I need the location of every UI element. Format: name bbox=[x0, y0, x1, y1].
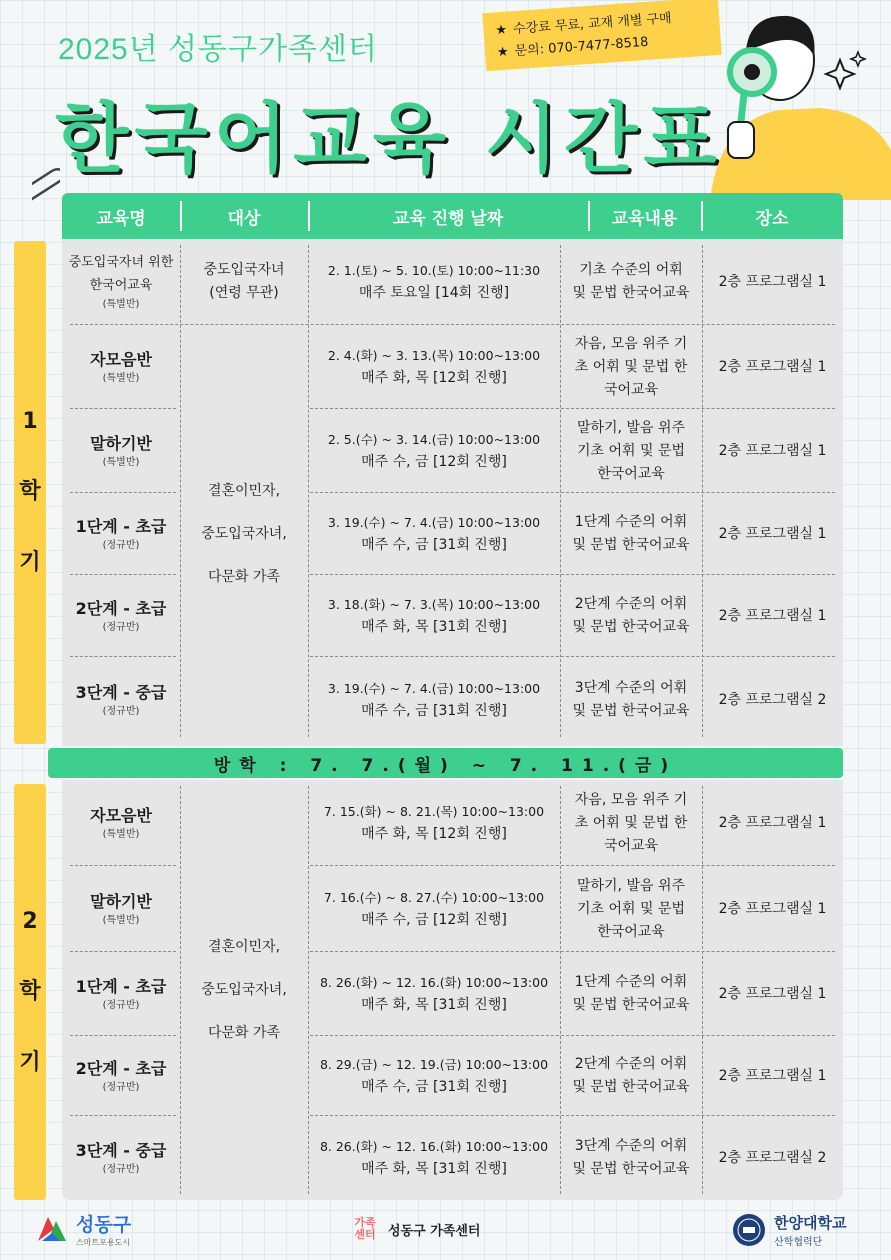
date-range: 2. 4.(화) ~ 3. 13.(목) 10:00~13:00 bbox=[327, 348, 541, 363]
course-name-cell bbox=[62, 409, 180, 493]
family-center-name: 성동구 가족센터 bbox=[388, 1223, 481, 1239]
course-name-cell bbox=[62, 780, 180, 866]
course-tag: (정규반) bbox=[102, 705, 140, 717]
hanyang-logo bbox=[732, 1212, 846, 1248]
contact-note: 문의: 070-7477-8518 bbox=[514, 34, 649, 60]
place-text: 2층 프로그램실 1 bbox=[718, 358, 827, 375]
content-text: 2단계 수준의 어휘 및 문법 한국어교육 bbox=[572, 596, 690, 635]
content-cell bbox=[560, 1116, 702, 1200]
frequency: 매주 수, 금 [31회 진행] bbox=[361, 703, 507, 719]
course-tag: (특별반) bbox=[102, 299, 140, 310]
seongdong-emblem-icon bbox=[34, 1211, 70, 1247]
center-subtitle: 2025년 성동구가족센터 bbox=[58, 33, 378, 66]
course-name-cell bbox=[62, 1036, 180, 1116]
target-line: 결혼이민자, bbox=[207, 938, 281, 955]
semester-char: 학 bbox=[19, 479, 41, 504]
character-with-magnifier-illustration bbox=[700, 0, 891, 200]
header-date: 교육 진행 날짜 bbox=[308, 193, 588, 239]
content-text: 2단계 수준의 어휘 및 문법 한국어교육 bbox=[572, 1056, 690, 1095]
course-name: 말하기반 bbox=[90, 433, 152, 453]
page-title: 한국어교육 시간표 bbox=[55, 94, 723, 183]
place-cell bbox=[702, 493, 843, 575]
content-text: 말하기, 발음 위주 기초 어휘 및 문법 한국어교육 bbox=[576, 419, 686, 482]
course-tag: (특별반) bbox=[102, 828, 140, 840]
course-name-cell bbox=[62, 239, 180, 325]
content-text: 3단계 수준의 어휘 및 문법 한국어교육 bbox=[572, 680, 690, 719]
course-name: 1단계 - 초급 bbox=[75, 976, 167, 996]
merged-target-cell bbox=[180, 325, 308, 743]
date-range: 7. 15.(화) ~ 8. 21.(목) 10:00~13:00 bbox=[323, 804, 545, 819]
course-name-cell bbox=[62, 1116, 180, 1200]
seongdong-logo bbox=[34, 1210, 131, 1248]
content-cell bbox=[560, 239, 702, 325]
course-name: 2단계 - 초급 bbox=[75, 1058, 167, 1078]
place-text: 2층 프로그램실 1 bbox=[718, 273, 827, 290]
date-range: 3. 18.(화) ~ 7. 3.(목) 10:00~13:00 bbox=[327, 597, 541, 612]
content-cell bbox=[560, 493, 702, 575]
date-range: 2. 1.(토) ~ 5. 10.(토) 10:00~11:30 bbox=[327, 263, 541, 278]
vacation-bar: 방학 : 7. 7.(월) ~ 7. 11.(금) bbox=[48, 748, 843, 778]
paperclip-icon bbox=[32, 163, 60, 213]
column-divider bbox=[702, 786, 703, 1194]
course-name-cell bbox=[62, 657, 180, 743]
content-cell bbox=[560, 1036, 702, 1116]
course-name-cell bbox=[62, 325, 180, 409]
column-divider bbox=[560, 786, 561, 1194]
star-icon: ★ bbox=[496, 44, 510, 61]
frequency: 매주 토요일 [14회 진행] bbox=[358, 285, 510, 301]
content-text: 1단계 수준의 어휘 및 문법 한국어교육 bbox=[572, 514, 690, 553]
content-cell bbox=[560, 866, 702, 952]
header-place: 장소 bbox=[701, 193, 843, 239]
course-name-cell bbox=[62, 952, 180, 1036]
target-line: 다문화 가족 bbox=[207, 568, 281, 585]
content-cell bbox=[560, 952, 702, 1036]
info-note bbox=[482, 0, 721, 71]
course-name: 1단계 - 초급 bbox=[75, 516, 167, 536]
column-divider bbox=[180, 245, 181, 737]
place-text: 2층 프로그램실 2 bbox=[718, 1149, 827, 1166]
place-cell bbox=[702, 657, 843, 743]
table-header bbox=[62, 193, 843, 239]
date-cell bbox=[308, 1036, 560, 1116]
place-cell bbox=[702, 866, 843, 952]
target-line: 중도입국자녀, bbox=[201, 525, 287, 542]
column-divider bbox=[560, 245, 561, 737]
content-text: 기초 수준의 어휘 및 문법 한국어교육 bbox=[572, 262, 690, 301]
seongdong-name: 성동구 bbox=[76, 1214, 132, 1236]
course-name-cell bbox=[62, 575, 180, 657]
frequency: 매주 수, 금 [31회 진행] bbox=[361, 537, 507, 553]
place-cell bbox=[702, 1116, 843, 1200]
course-name: 자모음반 bbox=[90, 349, 152, 369]
place-cell bbox=[702, 239, 843, 325]
family-center-logo bbox=[352, 1217, 480, 1241]
place-cell bbox=[702, 952, 843, 1036]
place-text: 2층 프로그램실 1 bbox=[718, 525, 827, 542]
date-cell bbox=[308, 325, 560, 409]
frequency: 매주 화, 목 [12회 진행] bbox=[361, 826, 507, 842]
seongdong-slogan: 스마트포용도시 bbox=[76, 1238, 131, 1247]
course-name: 자모음반 bbox=[90, 805, 152, 825]
course-tag: (특별반) bbox=[102, 456, 140, 468]
course-tag: (특별반) bbox=[102, 914, 140, 926]
semester-1-table bbox=[62, 239, 843, 746]
place-cell bbox=[702, 1036, 843, 1116]
place-cell bbox=[702, 409, 843, 493]
column-divider bbox=[702, 245, 703, 737]
hanyang-sub: 산학협력단 bbox=[774, 1237, 823, 1248]
date-cell bbox=[308, 239, 560, 325]
frequency: 매주 수, 금 [31회 진행] bbox=[361, 1079, 507, 1095]
frequency: 매주 화, 목 [31회 진행] bbox=[361, 619, 507, 635]
course-name: 중도입국자녀 위한 한국어교육 bbox=[68, 255, 174, 293]
content-cell bbox=[560, 409, 702, 493]
header-target: 대상 bbox=[180, 193, 308, 239]
header-content: 교육내용 bbox=[588, 193, 701, 239]
course-name-cell bbox=[62, 493, 180, 575]
course-tag: (정규반) bbox=[102, 539, 140, 551]
content-cell bbox=[560, 657, 702, 743]
date-range: 8. 26.(화) ~ 12. 16.(화) 10:00~13:00 bbox=[319, 975, 549, 990]
content-text: 자음, 모음 위주 기초 어휘 및 문법 한국어교육 bbox=[574, 791, 688, 854]
content-text: 3단계 수준의 어휘 및 문법 한국어교육 bbox=[572, 1138, 690, 1177]
column-divider bbox=[308, 245, 309, 737]
date-cell bbox=[308, 866, 560, 952]
course-name: 3단계 - 중급 bbox=[75, 1140, 167, 1160]
date-range: 8. 26.(화) ~ 12. 16.(화) 10:00~13:00 bbox=[319, 1139, 549, 1154]
course-tag: (정규반) bbox=[102, 621, 140, 633]
content-text: 자음, 모음 위주 기초 어휘 및 문법 한국어교육 bbox=[574, 335, 688, 398]
date-cell bbox=[308, 952, 560, 1036]
course-tag: (정규반) bbox=[102, 1163, 140, 1175]
column-divider bbox=[308, 786, 309, 1194]
date-range: 3. 19.(수) ~ 7. 4.(금) 10:00~13:00 bbox=[327, 515, 541, 530]
date-cell bbox=[308, 780, 560, 866]
place-text: 2층 프로그램실 1 bbox=[718, 985, 827, 1002]
merged-target-cell bbox=[180, 780, 308, 1200]
place-text: 2층 프로그램실 1 bbox=[718, 442, 827, 459]
semester-2-label bbox=[14, 784, 46, 1200]
target-line: 다문화 가족 bbox=[207, 1024, 281, 1041]
family-center-icon: 가족센터 bbox=[354, 1216, 376, 1241]
frequency: 매주 화, 목 [31회 진행] bbox=[361, 1161, 507, 1177]
place-text: 2층 프로그램실 1 bbox=[718, 607, 827, 624]
content-cell bbox=[560, 780, 702, 866]
course-tag: (특별반) bbox=[102, 372, 140, 384]
date-range: 2. 5.(수) ~ 3. 14.(금) 10:00~13:00 bbox=[327, 432, 541, 447]
semester-char: 기 bbox=[19, 550, 41, 575]
frequency: 매주 화, 목 [31회 진행] bbox=[361, 997, 507, 1013]
hanyang-name: 한양대학교 bbox=[774, 1214, 847, 1232]
place-cell bbox=[702, 325, 843, 409]
content-text: 1단계 수준의 어휘 및 문법 한국어교육 bbox=[572, 974, 690, 1013]
course-name: 2단계 - 초급 bbox=[75, 598, 167, 618]
semester-number: 1 bbox=[22, 409, 38, 434]
semester-2-table bbox=[62, 780, 843, 1200]
date-cell bbox=[308, 1116, 560, 1200]
place-cell bbox=[702, 780, 843, 866]
place-text: 2층 프로그램실 1 bbox=[718, 1067, 827, 1084]
column-divider bbox=[180, 786, 181, 1194]
date-range: 3. 19.(수) ~ 7. 4.(금) 10:00~13:00 bbox=[327, 681, 541, 696]
course-tag: (정규반) bbox=[102, 1081, 140, 1093]
date-cell bbox=[308, 493, 560, 575]
target-line: 결혼이민자, bbox=[207, 482, 281, 499]
semester-number: 2 bbox=[22, 908, 38, 934]
date-range: 7. 16.(수) ~ 8. 27.(수) 10:00~13:00 bbox=[323, 890, 545, 905]
course-name-cell bbox=[62, 866, 180, 952]
place-text: 2층 프로그램실 1 bbox=[718, 900, 827, 917]
course-name: 3단계 - 중급 bbox=[75, 682, 167, 702]
hanyang-seal-icon bbox=[732, 1213, 766, 1247]
semester-char: 학 bbox=[19, 978, 41, 1004]
frequency: 매주 수, 금 [12회 진행] bbox=[361, 454, 507, 470]
frequency: 매주 수, 금 [12회 진행] bbox=[361, 912, 507, 928]
date-cell bbox=[308, 575, 560, 657]
target-text: 중도입국자녀 (연령 무관) bbox=[203, 262, 285, 301]
course-name: 말하기반 bbox=[90, 891, 152, 911]
place-text: 2층 프로그램실 1 bbox=[718, 814, 827, 831]
target-cell bbox=[180, 239, 308, 325]
star-icon: ★ bbox=[495, 22, 508, 39]
place-text: 2층 프로그램실 2 bbox=[718, 691, 827, 708]
frequency: 매주 화, 목 [12회 진행] bbox=[361, 370, 507, 386]
course-tag: (정규반) bbox=[102, 999, 140, 1011]
header-course: 교육명 bbox=[96, 208, 146, 229]
content-text: 말하기, 발음 위주 기초 어휘 및 문법 한국어교육 bbox=[576, 877, 686, 940]
date-cell bbox=[308, 657, 560, 743]
target-line: 중도입국자녀, bbox=[201, 981, 287, 998]
semester-1-label bbox=[14, 241, 46, 744]
semester-char: 기 bbox=[19, 1049, 41, 1075]
fee-note: 수강료 무료, 교재 개별 구매 bbox=[512, 11, 673, 38]
date-cell bbox=[308, 409, 560, 493]
place-cell bbox=[702, 575, 843, 657]
content-cell bbox=[560, 325, 702, 409]
date-range: 8. 29.(금) ~ 12. 19.(금) 10:00~13:00 bbox=[319, 1057, 549, 1072]
content-cell bbox=[560, 575, 702, 657]
